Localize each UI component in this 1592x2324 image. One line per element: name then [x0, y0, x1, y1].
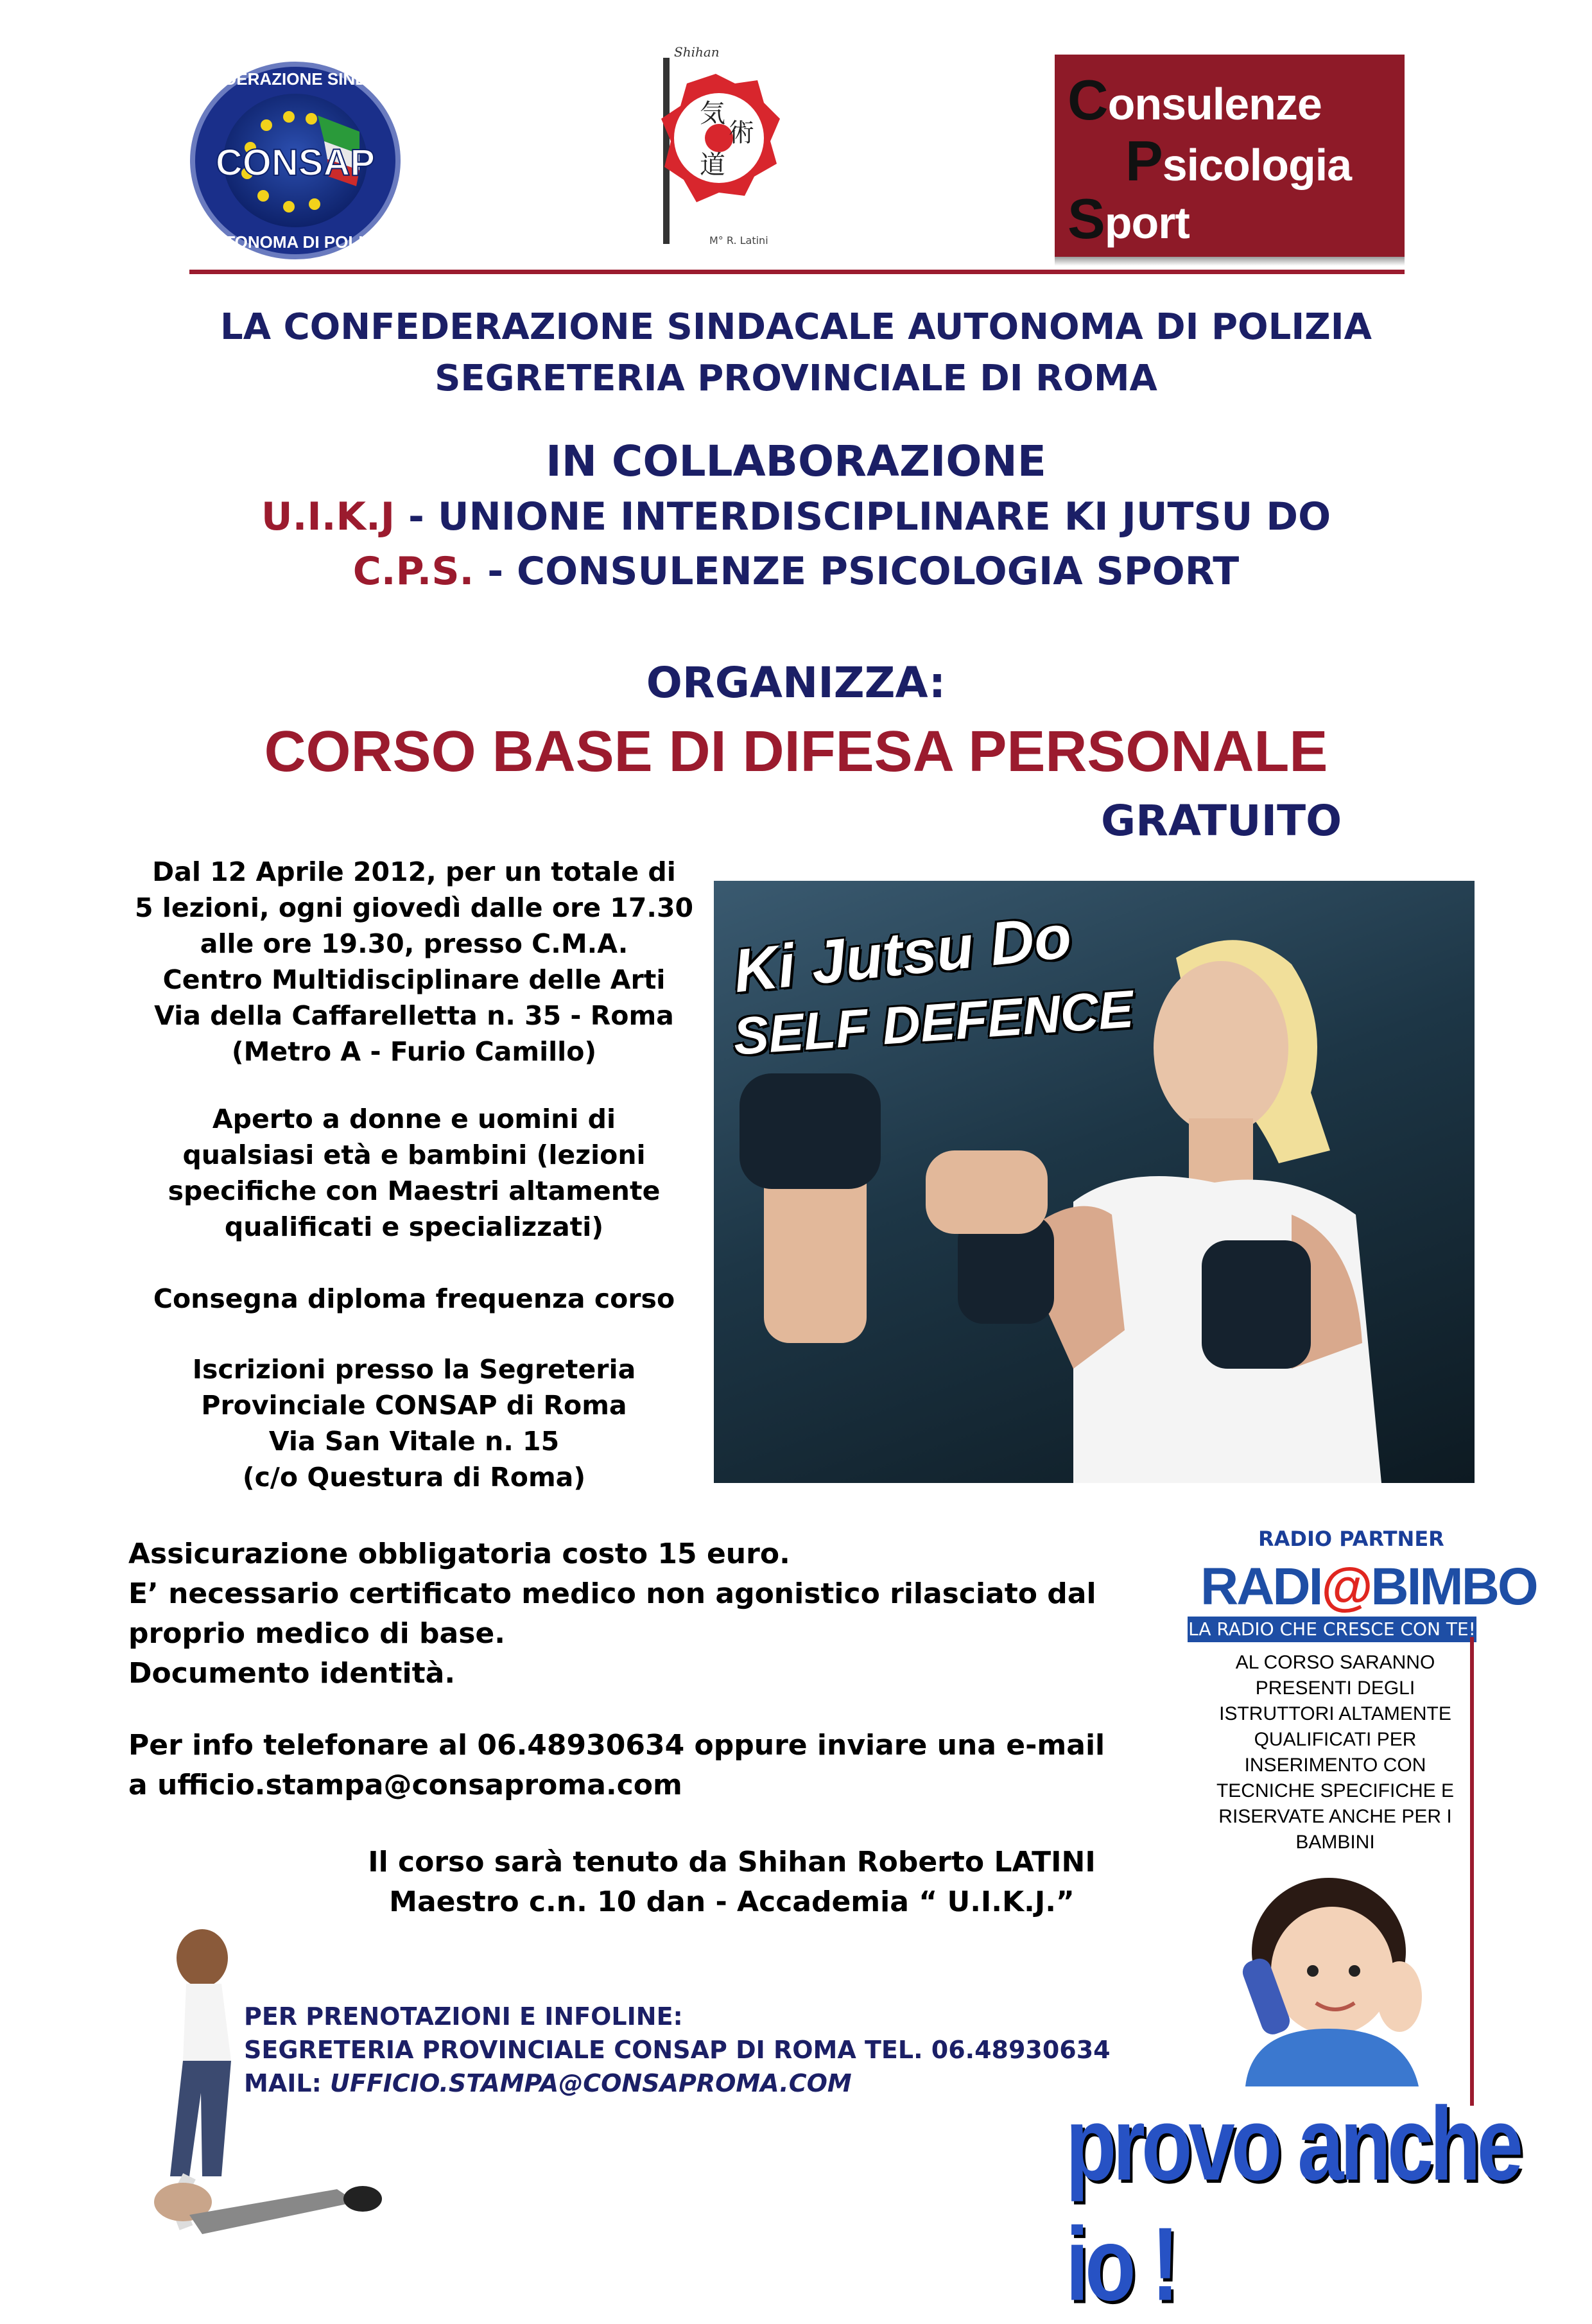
course-title: CORSO BASE DI DIFESA PERSONALE	[264, 720, 1328, 784]
radio-tagline: LA RADIO CHE CRESCE CON TE!	[1188, 1617, 1476, 1642]
partner-cps: C.P.S. - CONSULENZE PSICOLOGIA SPORT	[352, 549, 1240, 594]
course-schedule: Dal 12 Aprile 2012, per un totale di 5 lezioni, ogni giovedì dalle ore 17.30 alle ore 19.30, presso C.M.A. Centro Multidisciplinare delle Arti Via della Caffarelletta n. 35 - Roma (Metro A - Furio Camillo)	[134, 856, 693, 1067]
free-label: GRATUITO	[1101, 796, 1342, 845]
cps-line-2: Psicologia	[1125, 129, 1352, 193]
photo-title-ki-jutsu-do: Ki Jutsu Do	[730, 902, 1075, 1006]
photo-title-self-defence: SELF DEFENCE	[731, 980, 1136, 1066]
instructor-info: Il corso sarà tenuto da Shihan Roberto LATINI Maestro c.n. 10 dan - Accademia “ U.I.K.J.”	[368, 1846, 1096, 1918]
header-divider	[189, 270, 1405, 274]
consap-logo	[166, 58, 425, 263]
consap-logo-text: CONSAP	[215, 142, 376, 184]
svg-text:術: 術	[729, 118, 754, 148]
cps-line-1: Consulenze	[1068, 68, 1322, 132]
partner-uikj: U.I.K.J - UNIONE INTERDISCIPLINARE KI JUTSU DO	[261, 494, 1331, 539]
self-defence-photo	[714, 881, 1475, 1483]
consap-logo-bottom-text: AUTONOMA DI POLIZIA	[200, 232, 390, 252]
shihan-label: Shihan	[674, 44, 720, 60]
course-audience: Aperto a donne e uomini di qualsiasi età e bambini (lezioni specifiche con Maestri altamente qualificati e specializzati)	[168, 1104, 661, 1242]
shihan-logo	[626, 45, 809, 257]
radio-bimbo-logo: RADI@BIMBO	[1200, 1557, 1537, 1616]
requirements: Assicurazione obbligatoria costo 15 euro. E’ necessario certificato medico non agonistico rilasciato dal proprio medico di base. Documento identità.	[128, 1538, 1096, 1690]
child-on-phone-image	[1207, 1875, 1464, 2086]
header-line-1: LA CONFEDERAZIONE SINDACALE AUTONOMA DI POLIZIA	[220, 306, 1372, 348]
diploma-note: Consegna diploma frequenza corso	[153, 1283, 675, 1314]
svg-text:気: 気	[700, 99, 725, 128]
booking-info: PER PRENOTAZIONI E INFOLINE: SEGRETERIA PROVINCIALE CONSAP DI ROMA TEL. 06.48930634 MAIL: UFFICIO.STAMPA@CONSAPROMA.COM	[244, 2002, 1111, 2097]
contact-info: Per info telefonare al 06.48930634 oppure inviare una e-mail a ufficio.stampa@consaproma.com	[128, 1729, 1105, 1801]
radio-slogan: provo anche io !	[1066, 2085, 1519, 2323]
registration-info: Iscrizioni presso la Segreteria Provinciale CONSAP di Roma Via San Vitale n. 15 (c/o Questura di Roma)	[192, 1354, 636, 1493]
shihan-signature: M° R. Latini	[709, 234, 768, 247]
cps-logo	[1055, 55, 1405, 257]
radio-partner-label: RADIO PARTNER	[1258, 1527, 1444, 1551]
organizza-heading: ORGANIZZA:	[646, 658, 946, 707]
header-line-2: SEGRETERIA PROVINCIALE DI ROMA	[435, 358, 1157, 399]
collaboration-heading: IN COLLABORAZIONE	[546, 437, 1046, 486]
booking-email[interactable]: UFFICIO.STAMPA@CONSAPROMA.COM	[330, 2069, 852, 2097]
svg-text:道: 道	[700, 150, 725, 180]
consap-logo-top-text: CONFEDERAZIONE SINDACALE	[166, 69, 425, 89]
cps-line-3: Sport	[1068, 187, 1190, 250]
radio-partner-text: AL CORSO SARANNO PRESENTI DEGLI ISTRUTTORI ALTAMENTE QUALIFICATI PER INSERIMENTO CON TECNICHE SPECIFICHE E RISERVATE ANCHE PER I BAMBINI	[1216, 1652, 1455, 1853]
